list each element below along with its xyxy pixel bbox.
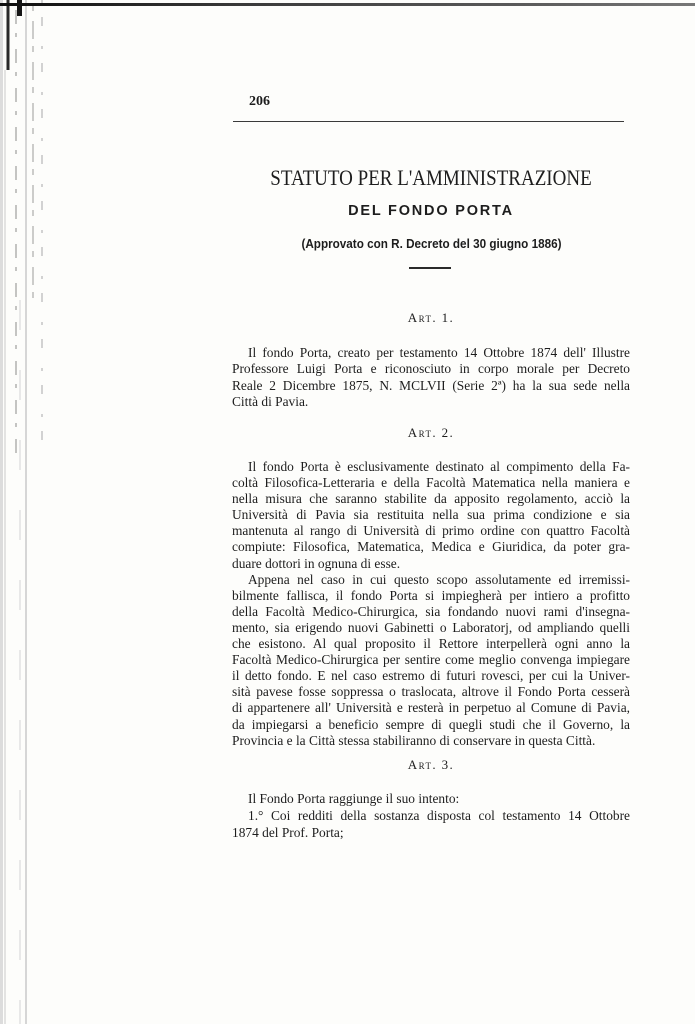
article-heading: Art. 1. (407, 310, 455, 325)
text-line: Università di Pavia sia restituita nella sua prima condizione e sia (232, 507, 630, 523)
text-line: Provincia e la Città stessa stabiliranno di conservare in questa Città. (232, 732, 596, 748)
text-line: Facoltà Medico-Chirurgica per sentire come meglio convenga impiegare (232, 652, 630, 668)
scan-top-edge (0, 3, 695, 6)
text-line: duare dottori in ognuna di esse. (232, 555, 401, 571)
text-line: della Facoltà Medico-Chirurgica, sia fondando nuovi rami d'insegna- (232, 603, 630, 619)
document-subtitle: DEL FONDO PORTA (348, 203, 514, 219)
article-body (232, 345, 630, 411)
text-line: bilmente fallisca, il fondo Porta si impiegherà per intiero a profitto (232, 587, 630, 603)
text-line: Il Fondo Porta raggiunge il suo intento: (248, 791, 460, 806)
text-line: il detto fondo. E nel caso estremo di futuri rovesci, per cui la Univer- (232, 668, 630, 684)
text-line: da impiegarsi a beneficio sempre di quegli studi che il Governo, la (232, 716, 630, 732)
scan-streak (0, 0, 3, 1024)
title-text: STATUTO PER L'AMMINISTRAZIONE (270, 166, 592, 191)
text-line: compiute: Filosofica, Matematica, Medica e Giuridica, da poter gra- (232, 539, 630, 555)
title-divider (409, 267, 451, 269)
approval-text: (Approvato con R. Decreto del 30 giugno 1886) (300, 236, 562, 251)
text-line: 1.° Coi redditi della sostanza disposta col testamento 14 Ottobre (248, 807, 630, 823)
text-line: di appartenere all' Università e resterà in perpetuo al Comune di Pavia, (232, 700, 630, 716)
text-line: nella misura che saranno stabilite da apposito regolamento, acciò la (232, 491, 630, 507)
scan-corner-mark (17, 0, 22, 16)
document-title (232, 166, 630, 192)
article-body (232, 459, 630, 749)
text-line: che esistono. Al qual proposito il Rettore interpellerà ogni anno la (232, 636, 630, 652)
article-body (232, 791, 630, 841)
text-line: Il fondo Porta, creato per testamento 14 Ottobre 1874 dell' Illustre (248, 345, 630, 360)
text-line: mantenuta al rango di Università di primo ordine con quattro Facoltà (232, 523, 630, 539)
text-line: Città di Pavia. (232, 394, 309, 410)
approval-note (232, 235, 630, 253)
text-line: Professore Luigi Porta e riconosciuto in corpo morale per Decreto (232, 361, 630, 377)
text-line: Il fondo Porta è esclusivamente destinato al compimento della Fa- (248, 459, 630, 474)
text-line: sità pavese fosse soppressa o traslocata, altrove il Fondo Porta cesserà (232, 684, 630, 700)
page-number: 206 (249, 94, 270, 109)
text-line: mento, sia erigendo nuovi Gabinetti o Laboratorj, od ampliando quelli (232, 619, 630, 635)
scan-binding-edge (0, 0, 60, 1024)
text-line: 1874 del Prof. Porta; (232, 824, 344, 840)
article-heading: Art. 2. (407, 425, 455, 440)
header-rule (233, 121, 624, 122)
text-line: Appena nel caso in cui questo scopo assolutamente ed irremissi- (248, 571, 630, 587)
article-heading: Art. 3. (407, 757, 455, 772)
text-line: Reale 2 Dicembre 1875, N. MCLVII (Serie 2ª) ha la sua sede nella (232, 377, 630, 393)
text-line: coltà Filosofica-Letteraria e della Facoltà Matematica nella maniera e (232, 475, 630, 491)
